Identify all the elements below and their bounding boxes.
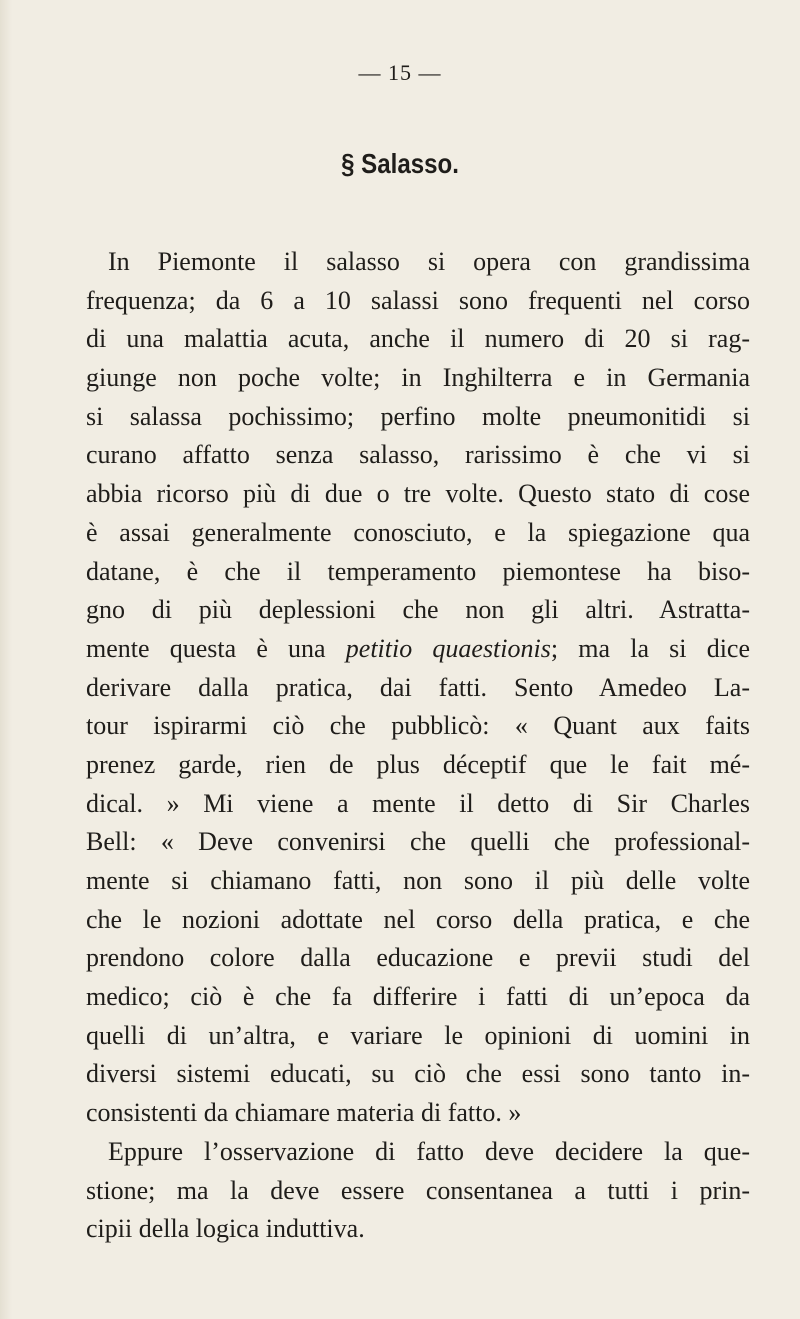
section-title: § Salasso. (341, 148, 459, 179)
text-segment: ; ma la si dice (550, 633, 750, 663)
text-line: è assai generalmente conosciuto, e la spiegazione qua (86, 517, 750, 547)
text-line: dical. » Mi viene a mente il detto di Sir Charles (86, 788, 750, 818)
page-edge-shadow (0, 0, 12, 1319)
text-line: prendono colore dalla educazione e previi studi del (86, 943, 750, 973)
page-number: — 15 — (358, 60, 442, 85)
text-line: gno di più deplessioni che non gli altri. Astratta- (86, 595, 750, 625)
text-line: curano affatto senza salasso, rarissimo è che vi si (86, 440, 750, 470)
text-line: di una malattia acuta, anche il numero di 20 si rag- (86, 324, 750, 354)
text-line: diversi sistemi educati, su ciò che essi sono tanto in- (86, 1059, 750, 1089)
text-line: In Piemonte il salasso si opera con grandissima (108, 247, 750, 276)
text-line: medico; ciò è che fa differire i fatti di un’epoca da (86, 982, 750, 1012)
text-line: che le nozioni adottate nel corso della pratica, e che (86, 904, 750, 934)
text-line: giunge non poche volte; in Inghilterra e in Germania (86, 363, 750, 393)
text-line: tour ispirarmi ciò che pubblicò: « Quant aux faits (86, 711, 750, 741)
text-line: prenez garde, rien de plus déceptif que le fait mé- (86, 749, 750, 779)
italic-phrase: petitio quaestionis (345, 633, 551, 663)
body-text (86, 243, 750, 1249)
text-line: Eppure l’osservazione di fatto deve decidere la que- (108, 1136, 750, 1166)
text-line: abbia ricorso più di due o tre volte. Questo stato di cose (86, 479, 750, 509)
text-line: derivare dalla pratica, dai fatti. Sento Amedeo La- (86, 672, 750, 702)
text-line: Bell: « Deve convenirsi che quelli che professional- (86, 827, 750, 857)
text-line: datane, è che il temperamento piemontese ha biso- (86, 556, 750, 586)
text-segment: mente questa è una (86, 633, 346, 663)
text-line: si salassa pochissimo; perfino molte pneumonitidi si (86, 401, 750, 431)
text-line: mente si chiamano fatti, non sono il più delle volte (86, 866, 750, 895)
text-line: quelli di un’altra, e variare le opinioni di uomini in (86, 1020, 750, 1050)
text-line (86, 630, 750, 669)
text-line: cipii della logica induttiva. (86, 1214, 365, 1244)
text-line: stione; ma la deve essere consentanea a tutti i prin- (86, 1175, 750, 1205)
text-line: consistenti da chiamare materia di fatto. » (86, 1098, 522, 1128)
text-line: frequenza; da 6 a 10 salassi sono frequenti nel corso (86, 285, 750, 315)
